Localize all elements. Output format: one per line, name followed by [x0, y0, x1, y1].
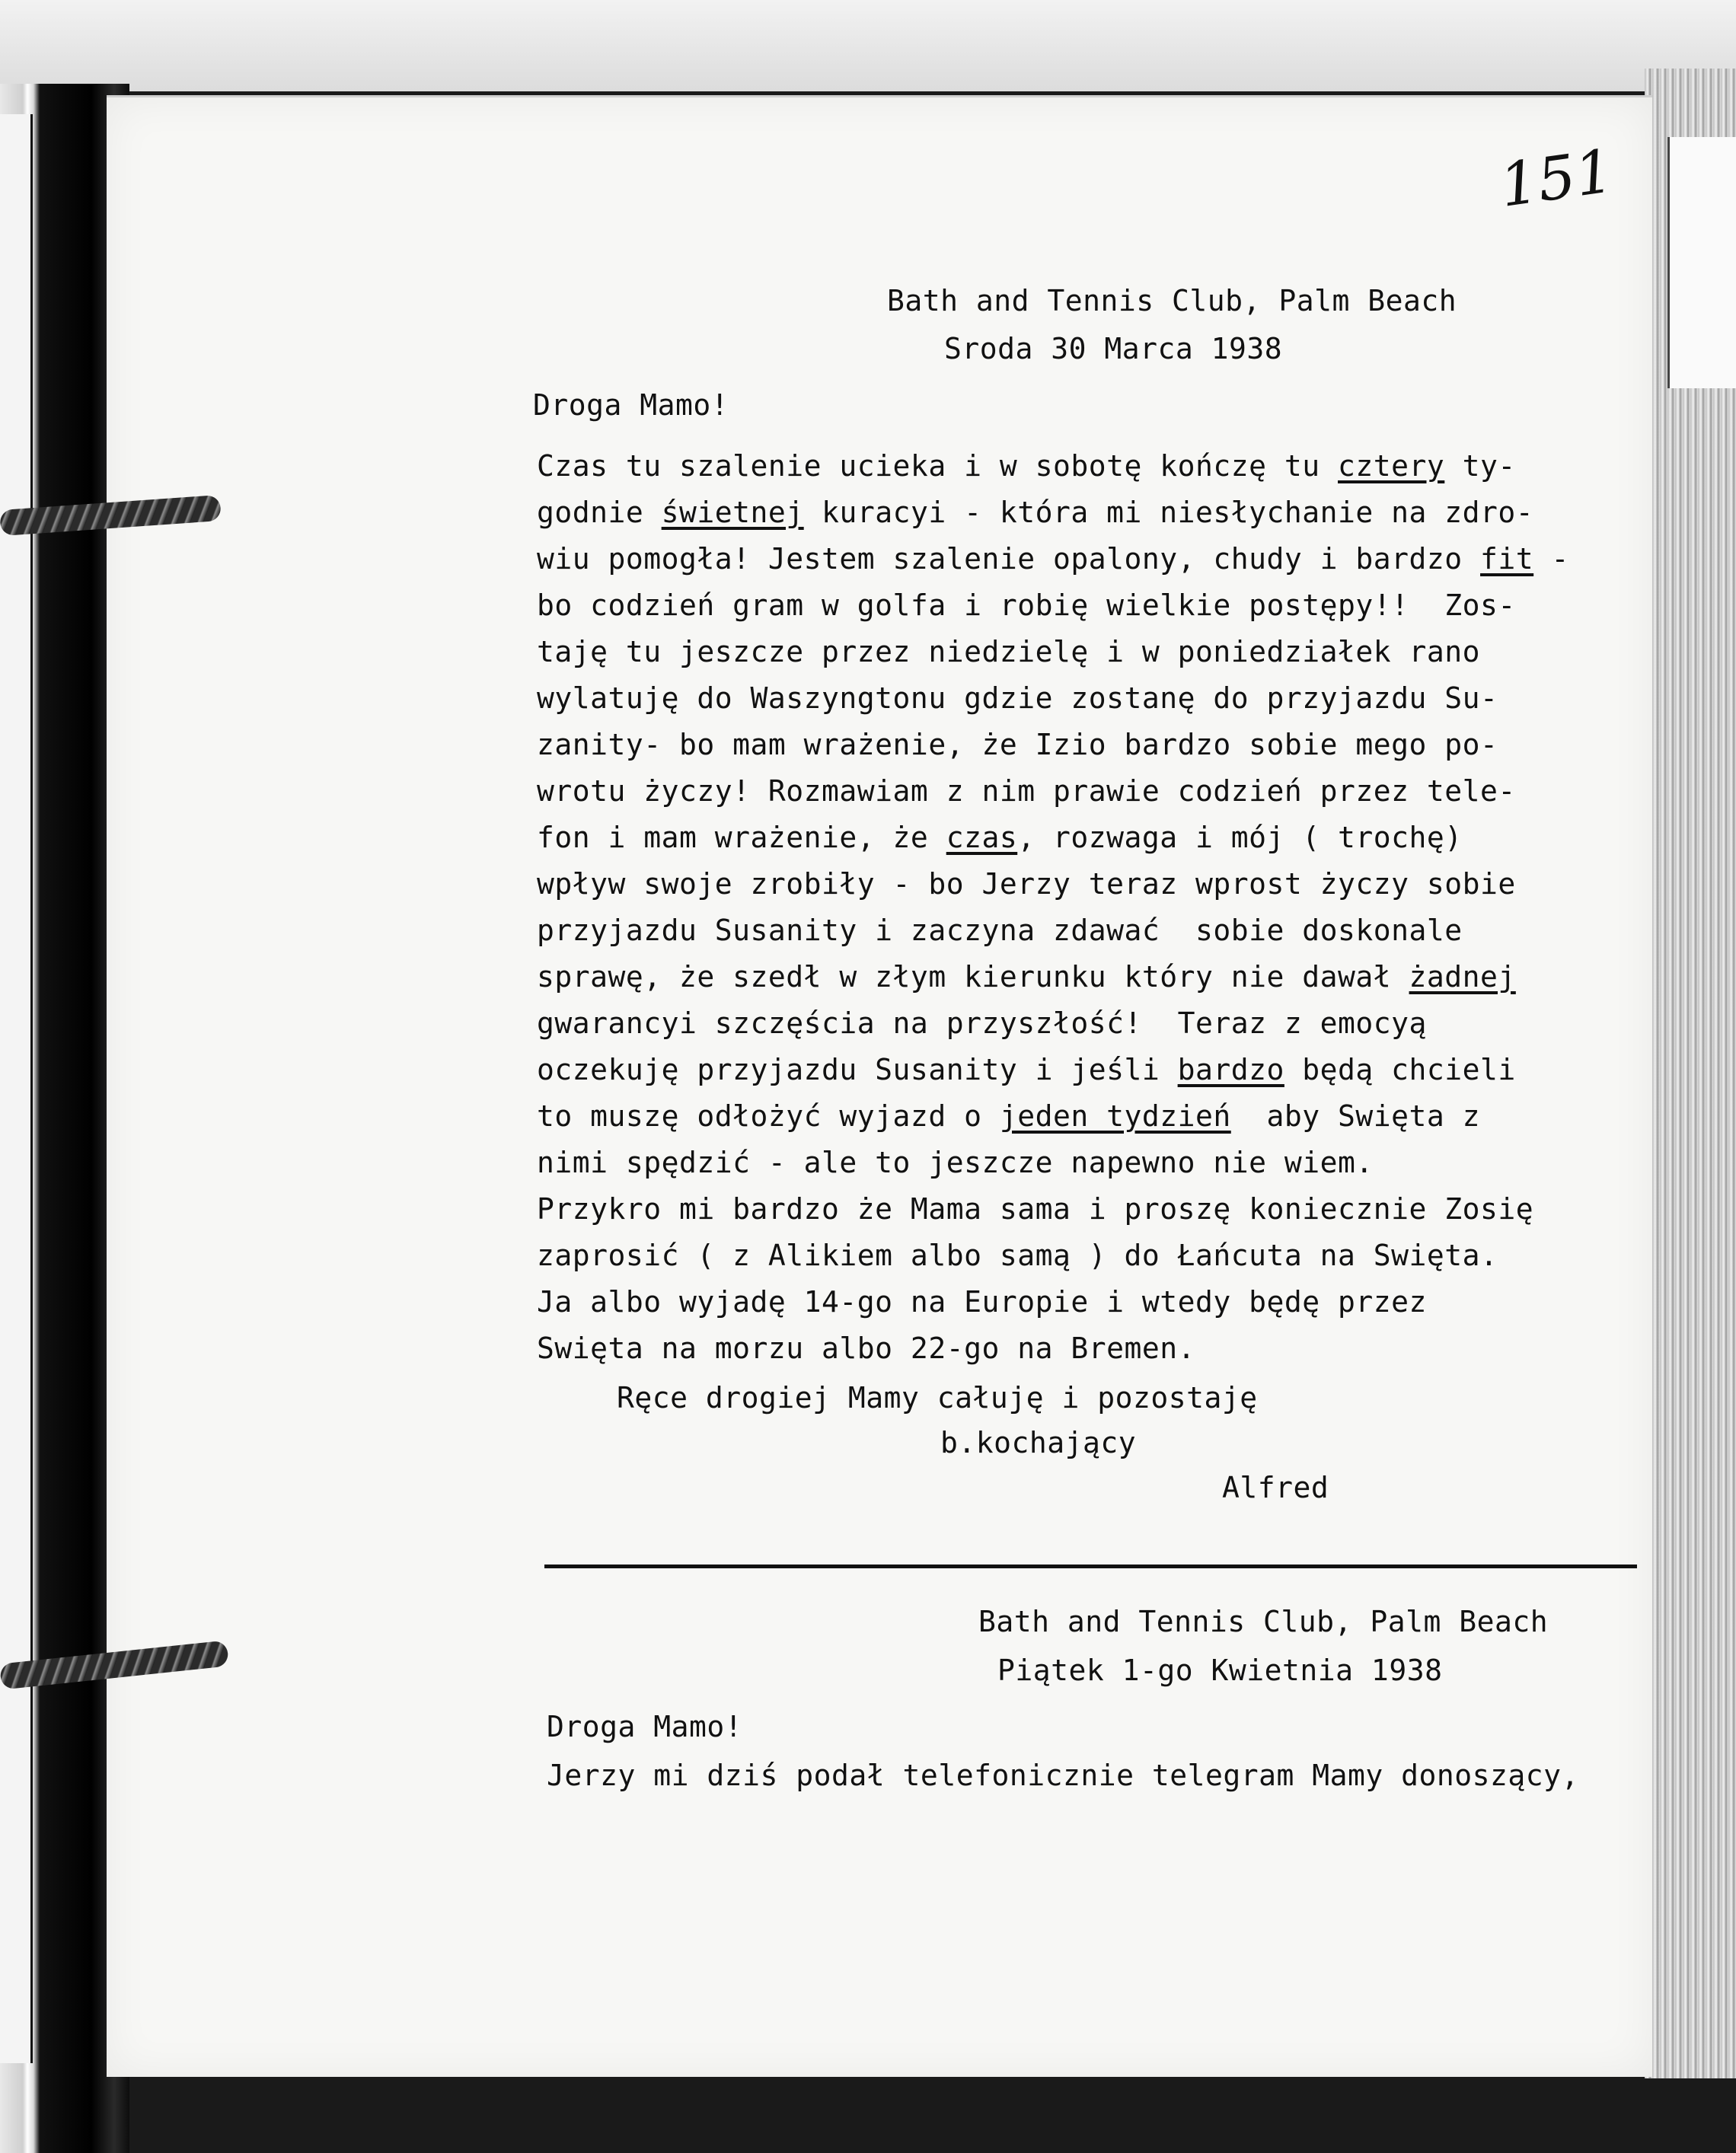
letter1-body-line: Ja albo wyjadę 14-go na Europie i wtedy będę przez: [537, 1285, 1427, 1319]
letter1-body-line: Swięta na morzu albo 22-go na Bremen.: [537, 1332, 1195, 1365]
letter1-body-line: bo codzień gram w golfa i robię wielkie postępy!! Zos-: [537, 588, 1516, 622]
letter1-body-line: przyjazdu Susanity i zaczyna zdawać sobie doskonale: [537, 914, 1463, 947]
letter1-body-line: godnie świetnej kuracyi - która mi niesłychanie na zdro-: [537, 496, 1534, 529]
letter1-body-line: oczekuję przyjazdu Susanity i jeśli bardzo będą chcieli: [537, 1053, 1516, 1086]
letter1-body-line: zanity- bo mam wrażenie, że Izio bardzo sobie mego po-: [537, 728, 1498, 761]
index-tab: [1667, 137, 1736, 388]
letter1-closing: Ręce drogiej Mamy całuję i pozostaję: [617, 1381, 1258, 1415]
letter1-body-line: gwarancyi szczęścia na przyszłość! Teraz z emocyą: [537, 1006, 1427, 1040]
letter1-body-line: nimi spędzić - ale to jeszcze napewno nie wiem.: [537, 1146, 1374, 1179]
letter1-body-line: wrotu życzy! Rozmawiam z nim prawie codzień przez tele-: [537, 774, 1516, 808]
letter1-body-line: wiu pomogła! Jestem szalenie opalony, chudy i bardzo fit -: [537, 542, 1569, 576]
letter1-body-line: taję tu jeszcze przez niedzielę i w poniedziałek rano: [537, 635, 1481, 668]
letter1-valediction: b.kochający: [940, 1426, 1137, 1459]
letter1-body-line: sprawę, że szedł w złym kierunku który nie dawał żadnej: [537, 960, 1516, 994]
letter1-body-line: fon i mam wrażenie, że czas, rozwaga i mój ( trochę): [537, 821, 1463, 854]
letter1-signature: Alfred: [1222, 1471, 1329, 1504]
letter1-body-line: wylatuję do Waszyngtonu gdzie zostanę do przyjazdu Su-: [537, 681, 1498, 715]
letter1-body-line: Czas tu szalenie ucieka i w sobotę kończę tu cztery ty-: [537, 449, 1516, 483]
page-number: 151: [1495, 137, 1618, 221]
letter1-body-line: wpływ swoje zrobiły - bo Jerzy teraz wprost życzy sobie: [537, 867, 1516, 901]
letter1-body-line: zaprosić ( z Alikiem albo samą ) do Łańcuta na Swięta.: [537, 1239, 1498, 1272]
letter-divider: [544, 1565, 1637, 1568]
letter2-first-line: Jerzy mi dziś podał telefonicznie telegram Mamy donoszący,: [547, 1759, 1579, 1792]
letter2-header-location: Bath and Tennis Club, Palm Beach: [978, 1605, 1549, 1638]
previous-page-edge: [0, 114, 33, 2063]
letter1-salutation: Droga Mamo!: [533, 388, 729, 422]
letter2-salutation: Droga Mamo!: [547, 1710, 743, 1743]
letter1-body-line: Przykro mi bardzo że Mama sama i proszę koniecznie Zosię: [537, 1192, 1534, 1226]
background: [0, 0, 1736, 91]
letter1-body-line: to muszę odłożyć wyjazd o jeden tydzień aby Swięta z: [537, 1099, 1481, 1133]
letter1-header-location: Bath and Tennis Club, Palm Beach: [887, 284, 1457, 317]
letter2-header-date: Piątek 1-go Kwietnia 1938: [997, 1654, 1443, 1687]
letter1-header-date: Sroda 30 Marca 1938: [944, 332, 1283, 365]
